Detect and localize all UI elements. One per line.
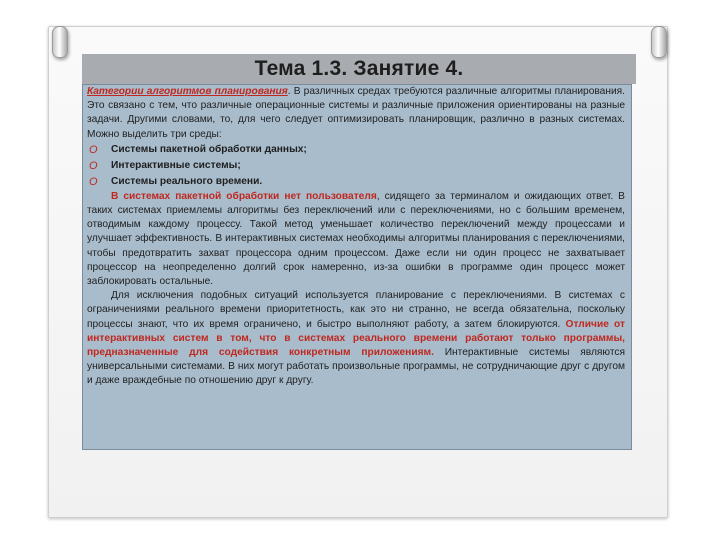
- intro-text: . В различных средах требуются различные алгоритмы планирования. Это связано с тем, что различные операционные системы и различные приложения ориентированы на разные задачи. Другими словами, то, для чего следует оптимизировать планировщик, различно в разных системах. Можно выделить три среды:: [87, 86, 625, 140]
- bullet-icon: O: [89, 159, 98, 172]
- realtime-tail: Интерактивные системы являются универсальными системами. В них могут работать произвольные программы, не сотрудничающие друг с другом и даже враждебные по отношению друг к другу.: [87, 347, 625, 387]
- batch-paragraph: [87, 190, 631, 289]
- content-panel: [82, 84, 632, 450]
- pin-left-icon: [52, 26, 68, 58]
- intro-paragraph: [87, 85, 631, 142]
- pin-right-icon: [651, 26, 667, 58]
- environment-label: Системы реального времени.: [111, 175, 263, 187]
- list-item: [87, 142, 631, 158]
- realtime-text: Для исключения подобных ситуаций используется планирование с переключениями. В системах с ограничениями реального времени приоритетность, как это ни странно, не всегда обязательна, поскольку процессы знают, что их время ограничено, и быстро выполняют работу, а затем блокируются.: [87, 290, 625, 330]
- intro-heading: Категории алгоритмов планирования: [87, 86, 288, 97]
- batch-text: , сидящего за терминалом и ожидающих ответ. В таких системах приемлемы алгоритмы без переключений или с переключениями, но с большим временем, отводимым каждому процессу. Такой метод уменьшает количество переключений между процессами и улучшает эффективность. В интерактивных системах необходимы алгоритмы планирования с переключениями, чтобы предотвратить захват процессора одним процессом. Даже если ни один процесс не захватывает процессор на неопределенно долгий срок намеренно, из-за ошибки в программе один процесс может заблокировать остальные.: [87, 190, 625, 288]
- title-bar: [82, 54, 636, 84]
- environment-label: Интерактивные системы;: [111, 159, 241, 171]
- environments-list: [87, 142, 631, 190]
- list-item: [87, 158, 631, 174]
- realtime-paragraph: [87, 289, 631, 388]
- bullet-icon: O: [89, 143, 98, 156]
- slide-title: Тема 1.3. Занятие 4.: [254, 57, 464, 80]
- list-item: [87, 174, 631, 190]
- bullet-icon: O: [89, 175, 98, 188]
- realtime-highlight: Отличие от интерактивных систем в том, что в системах реального времени работают только программы, предназначенные для содействия конкретным приложениям.: [87, 318, 625, 359]
- environment-label: Системы пакетной обработки данных;: [111, 143, 307, 155]
- batch-highlight: В системах пакетной обработки нет пользователя: [111, 190, 377, 202]
